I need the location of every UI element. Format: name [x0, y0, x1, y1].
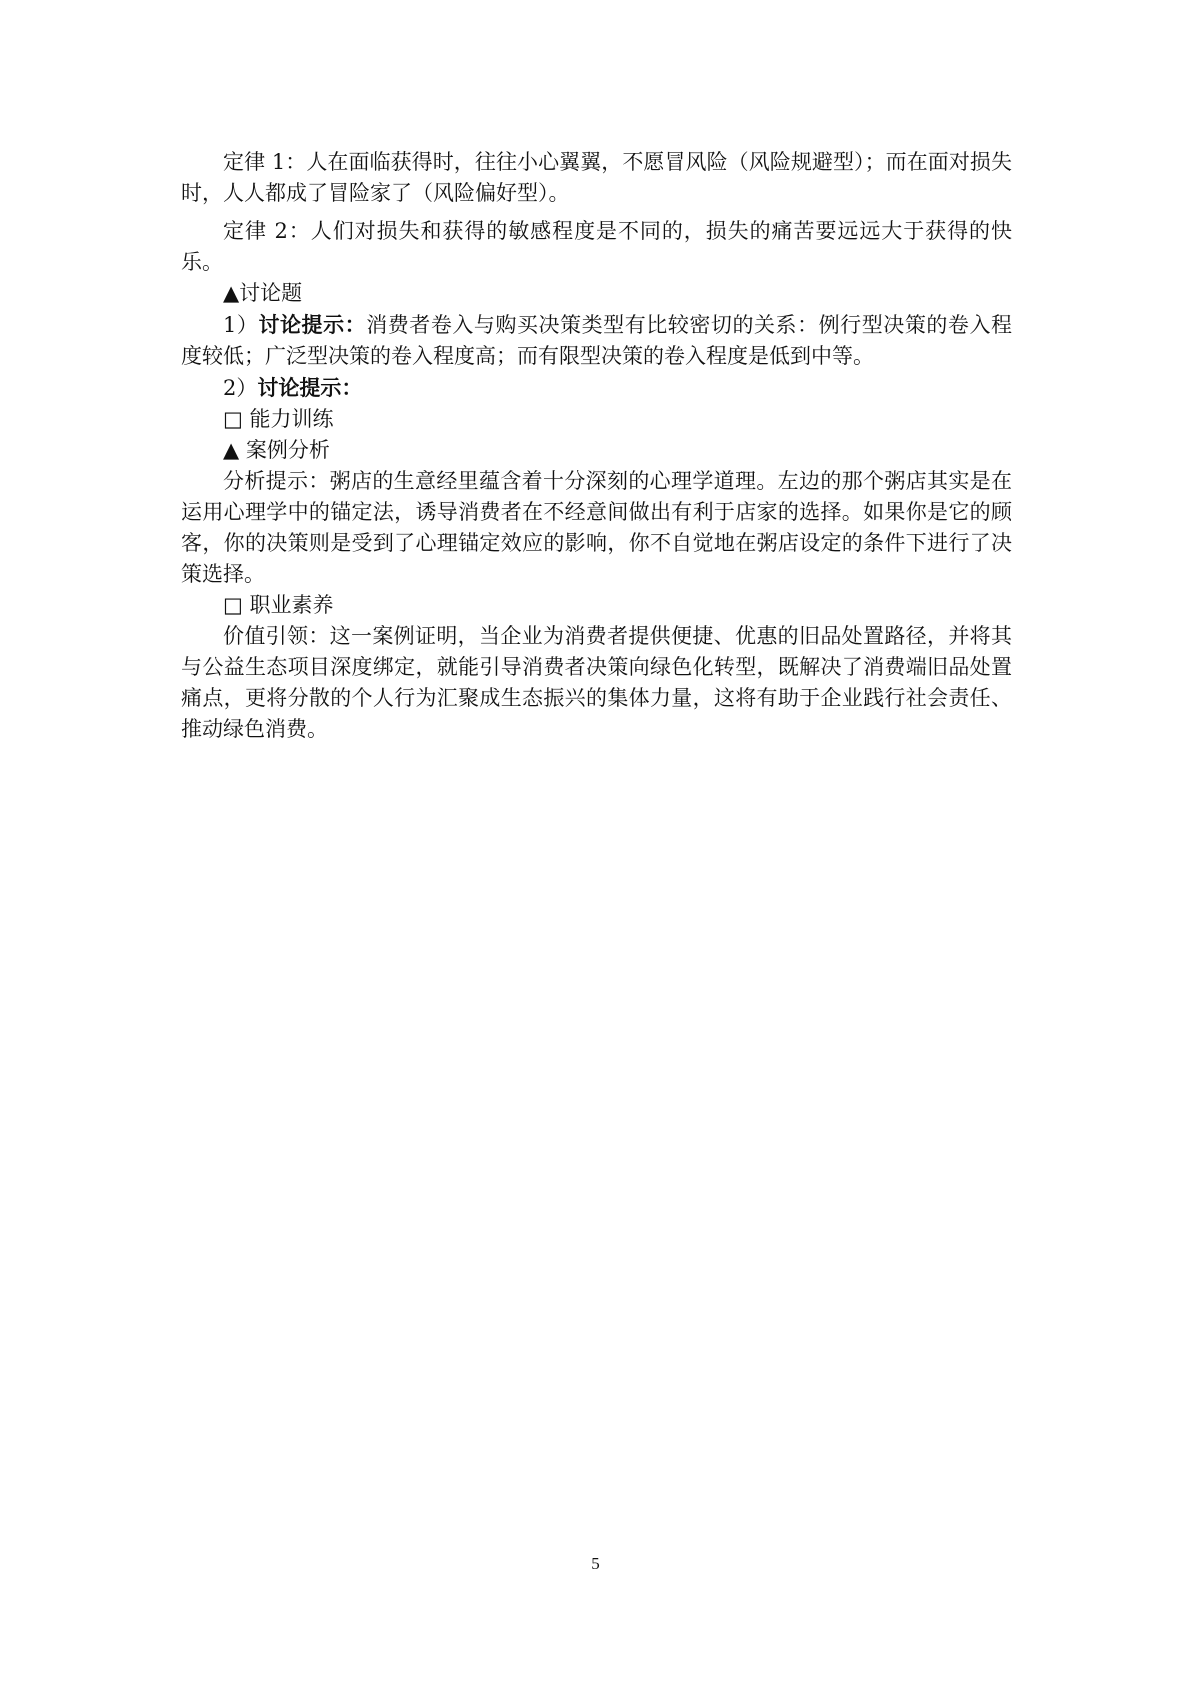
- hint-2-label: 讨论提示: [257, 375, 342, 400]
- professional-literacy-heading: □ 职业素养: [223, 593, 334, 617]
- hint-1-number: 1）: [223, 313, 259, 337]
- hint-1-colon: ：: [344, 312, 367, 337]
- discussion-hint-1: [181, 309, 1012, 372]
- discussion-heading: ▲讨论题: [223, 281, 303, 305]
- page-number: 5: [591, 1554, 600, 1573]
- hint-1-label: 讨论提示: [258, 312, 345, 337]
- ability-training-heading: □ 能力训练: [223, 407, 334, 431]
- page-content: [181, 147, 1012, 745]
- hint-2-colon: ：: [341, 375, 363, 400]
- discussion-hint-2: [181, 372, 1012, 404]
- hint-1-text: 消费者卷入与购买决策类型有比较密切的关系：例行型决策的卷入程度较低；广泛型决策的卷入程度高；而有限型决策的卷入程度是低到中等。: [181, 313, 1012, 368]
- hint-2-number: 2）: [223, 376, 258, 400]
- value-guidance-paragraph: 价值引领：这一案例证明，当企业为消费者提供便捷、优惠的旧品处置路径，并将其与公益生态项目深度绑定，就能引导消费者决策向绿色化转型，既解决了消费端旧品处置痛点，更将分散的个人行为汇聚成生态振兴的集体力量，这将有助于企业践行社会责任、推动绿色消费。: [181, 624, 1012, 741]
- case-analysis-heading: ▲ 案例分析: [223, 438, 330, 462]
- law-2-paragraph: 定律 2：人们对损失和获得的敏感程度是不同的，损失的痛苦要远远大于获得的快乐。: [181, 219, 1012, 274]
- case-analysis-paragraph: 分析提示：粥店的生意经里蕴含着十分深刻的心理学道理。左边的那个粥店其实是在运用心理学中的锚定法，诱导消费者在不经意间做出有利于店家的选择。如果你是它的顾客，你的决策则是受到了心理锚定效应的影响，你不自觉地在粥店设定的条件下进行了决策选择。: [181, 469, 1012, 586]
- law-1-paragraph: 定律 1：人在面临获得时，往往小心翼翼，不愿冒风险（风险规避型）；而在面对损失时，人人都成了冒险家了（风险偏好型）。: [181, 150, 1012, 205]
